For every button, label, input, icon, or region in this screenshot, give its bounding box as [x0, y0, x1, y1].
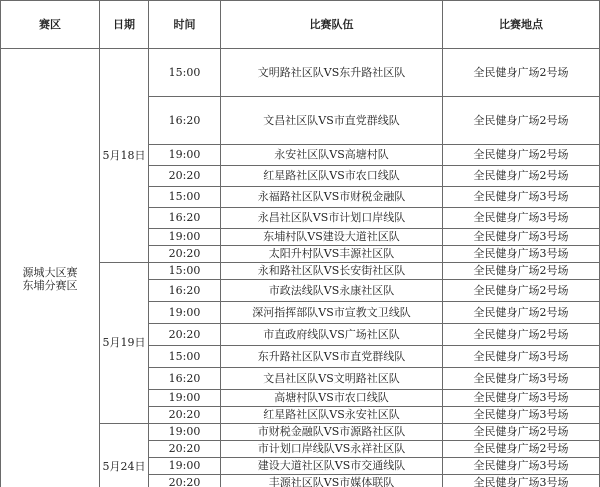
teams-cell: 东升路社区队VS市直党群线队	[221, 346, 443, 368]
teams-cell: 市财税金融队VS市源路社区队	[221, 424, 443, 441]
venue-cell: 全民健身广场3号场	[443, 407, 600, 424]
time-cell: 20:20	[149, 407, 221, 424]
venue-cell: 全民健身广场3号场	[443, 246, 600, 263]
venue-cell: 全民健身广场2号场	[443, 49, 600, 97]
header-date: 日期	[100, 1, 149, 49]
venue-cell: 全民健身广场3号场	[443, 208, 600, 229]
time-cell: 20:20	[149, 166, 221, 187]
region-line-2: 东埔分赛区	[22, 279, 78, 292]
venue-cell: 全民健身广场3号场	[443, 229, 600, 246]
teams-cell: 永和路社区队VS长安街社区队	[221, 263, 443, 280]
time-cell: 19:00	[149, 424, 221, 441]
region-line-1: 源城大区赛	[22, 266, 78, 279]
time-cell: 19:00	[149, 390, 221, 407]
time-cell: 20:20	[149, 324, 221, 346]
schedule-body	[1, 49, 600, 487]
teams-cell: 丰源社区队VS市媒体联队	[221, 475, 443, 487]
teams-cell: 红星路社区队VS市农口线队	[221, 166, 443, 187]
teams-cell: 市直政府线队VS广场社区队	[221, 324, 443, 346]
venue-cell: 全民健身广场2号场	[443, 263, 600, 280]
venue-cell: 全民健身广场2号场	[443, 166, 600, 187]
header-teams: 比赛队伍	[221, 1, 443, 49]
teams-cell: 建设大道社区队VS市交通线队	[221, 458, 443, 475]
header-time: 时间	[149, 1, 221, 49]
region-cell	[1, 49, 100, 487]
venue-cell: 全民健身广场3号场	[443, 475, 600, 487]
teams-cell: 文昌社区队VS市直党群线队	[221, 97, 443, 145]
teams-cell: 永安社区队VS高塘村队	[221, 145, 443, 166]
venue-cell: 全民健身广场3号场	[443, 346, 600, 368]
time-cell: 20:20	[149, 475, 221, 487]
venue-cell: 全民健身广场3号场	[443, 390, 600, 407]
teams-cell: 高塘村队VS市农口线队	[221, 390, 443, 407]
teams-cell: 文昌社区队VS文明路社区队	[221, 368, 443, 390]
header-row	[1, 1, 600, 49]
venue-cell: 全民健身广场2号场	[443, 302, 600, 324]
venue-cell: 全民健身广场2号场	[443, 441, 600, 458]
time-cell: 19:00	[149, 145, 221, 166]
time-cell: 20:20	[149, 246, 221, 263]
teams-cell: 市政法线队VS永康社区队	[221, 280, 443, 302]
time-cell: 19:00	[149, 229, 221, 246]
venue-cell: 全民健身广场2号场	[443, 424, 600, 441]
time-cell: 15:00	[149, 346, 221, 368]
time-cell: 15:00	[149, 49, 221, 97]
teams-cell: 东埔村队VS建设大道社区队	[221, 229, 443, 246]
date-cell: 5月18日	[100, 49, 149, 263]
venue-cell: 全民健身广场3号场	[443, 458, 600, 475]
venue-cell: 全民健身广场2号场	[443, 97, 600, 145]
header-venue: 比赛地点	[443, 1, 600, 49]
venue-cell: 全民健身广场3号场	[443, 187, 600, 208]
header-region: 赛区	[1, 1, 100, 49]
teams-cell: 永福路社区队VS市财税金融队	[221, 187, 443, 208]
time-cell: 19:00	[149, 302, 221, 324]
date-cell: 5月24日	[100, 424, 149, 487]
teams-cell: 红星路社区队VS永安社区队	[221, 407, 443, 424]
time-cell: 20:20	[149, 441, 221, 458]
date-cell: 5月19日	[100, 263, 149, 424]
table-row	[1, 49, 600, 97]
time-cell: 15:00	[149, 187, 221, 208]
venue-cell: 全民健身广场3号场	[443, 368, 600, 390]
teams-cell: 永昌社区队VS市计划口岸线队	[221, 208, 443, 229]
teams-cell: 太阳升村队VS丰源社区队	[221, 246, 443, 263]
venue-cell: 全民健身广场2号场	[443, 145, 600, 166]
time-cell: 16:20	[149, 368, 221, 390]
venue-cell: 全民健身广场2号场	[443, 280, 600, 302]
time-cell: 19:00	[149, 458, 221, 475]
teams-cell: 市计划口岸线队VS永祥社区队	[221, 441, 443, 458]
venue-cell: 全民健身广场2号场	[443, 324, 600, 346]
time-cell: 16:20	[149, 280, 221, 302]
teams-cell: 深河指挥部队VS市宣教文卫线队	[221, 302, 443, 324]
time-cell: 16:20	[149, 208, 221, 229]
time-cell: 15:00	[149, 263, 221, 280]
teams-cell: 文明路社区队VS东升路社区队	[221, 49, 443, 97]
time-cell: 16:20	[149, 97, 221, 145]
